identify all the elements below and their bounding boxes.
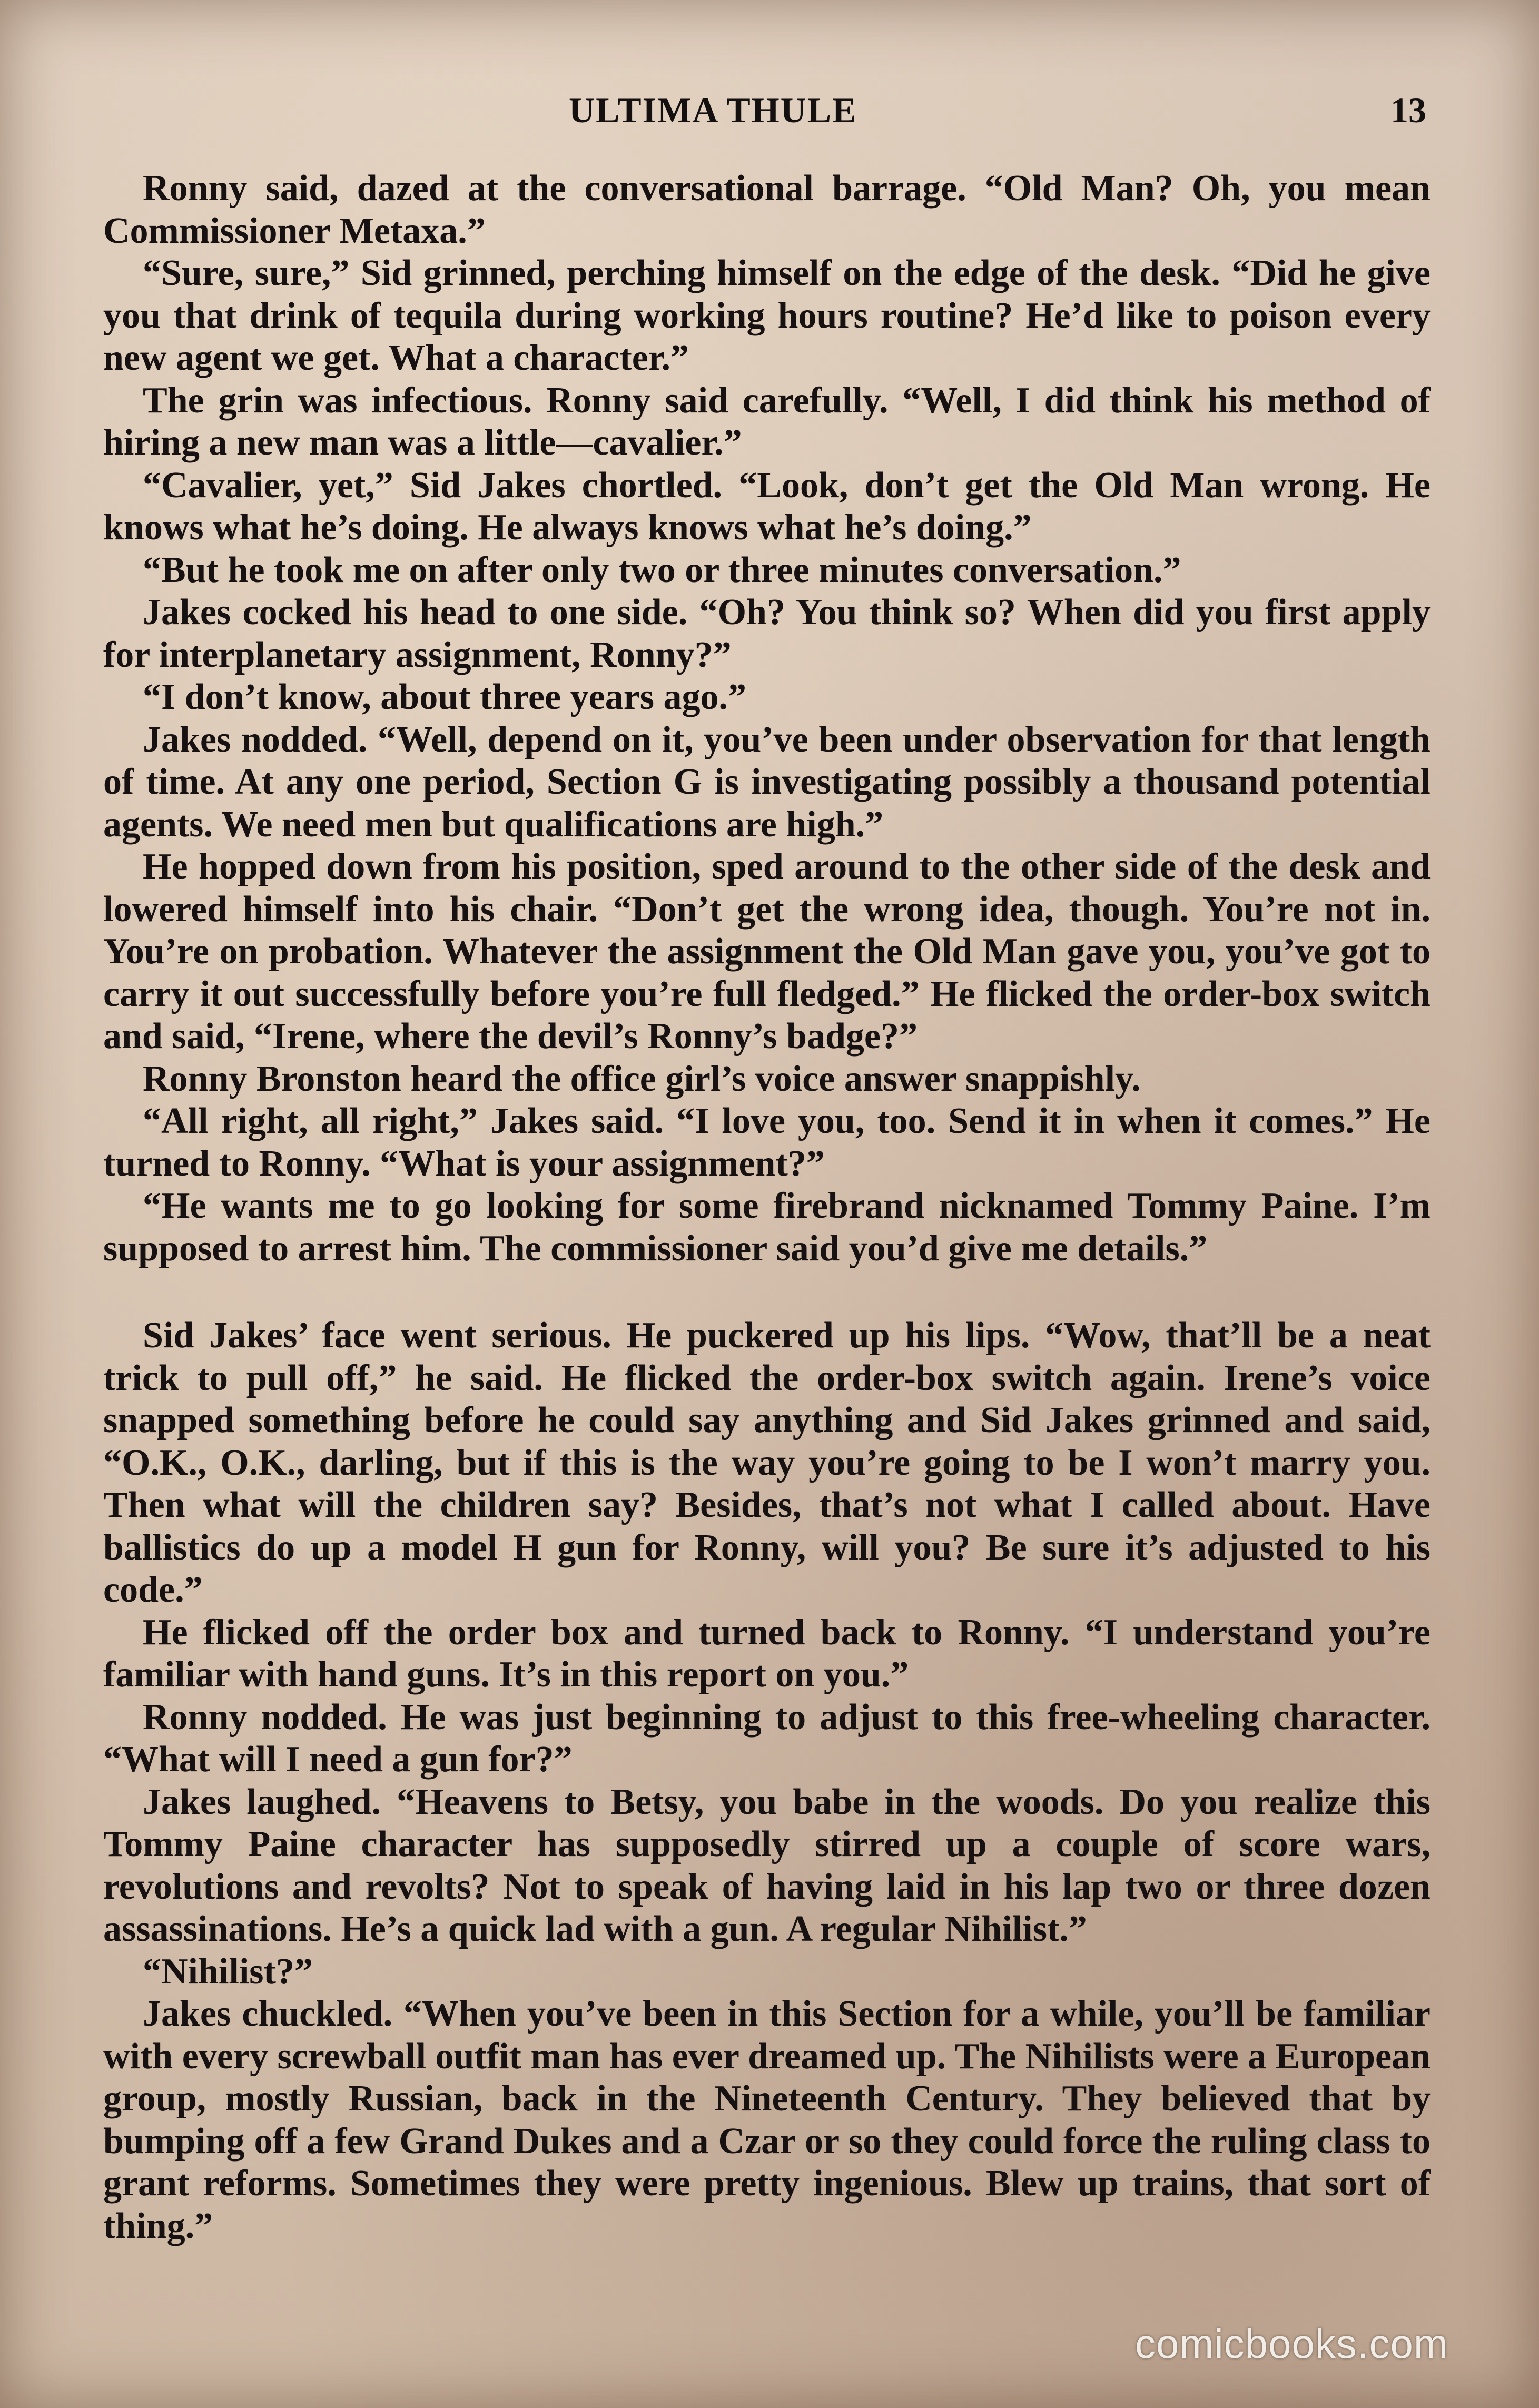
paragraph: He hopped down from his position, sped around to the other side of the desk and lowered himself into his chair. “Don’t get the wrong idea, though. You’re not in. You’re on probation. Whatever the assignment the Old Man gave you, you’ve got to carry it out successfully before you’re full fledged.” He flicked the order-box switch and said, “Irene, where the devil’s Ronny’s badge?” bbox=[103, 846, 1431, 1057]
paragraph: He flicked off the order box and turned back to Ronny. “I understand you’re familiar with hand guns. It’s in this report on you.” bbox=[103, 1612, 1431, 1695]
paragraph: “I don’t know, about three years ago.” bbox=[143, 677, 747, 717]
paragraph: Jakes cocked his head to one side. “Oh? You think so? When did you first apply for interplanetary assignment, Ronny?” bbox=[103, 592, 1431, 675]
paragraph: Jakes laughed. “Heavens to Betsy, you babe in the woods. Do you realize this Tommy Paine character has supposedly stirred up a couple of score wars, revolutions and revolts? Not to speak of having laid in his lap two or three dozen assassinations. He’s a quick lad with a gun. A regular Nihilist.” bbox=[103, 1781, 1431, 1949]
paragraph: “Sure, sure,” Sid grinned, perching himself on the edge of the desk. “Did he give you that drink of tequila during working hours routine? He’d like to poison every new agent we get. What a character.” bbox=[103, 253, 1431, 378]
body-text bbox=[103, 167, 1431, 2247]
paragraph: “But he took me on after only two or three minutes conversation.” bbox=[143, 549, 1181, 590]
paragraph: Ronny nodded. He was just beginning to adjust to this free-wheeling character. “What will I need a gun for?” bbox=[103, 1696, 1431, 1780]
paragraph: “He wants me to go looking for some firebrand nicknamed Tommy Paine. I’m supposed to arrest him. The commissioner said you’d give me details.” bbox=[103, 1186, 1431, 1269]
watermark: comicbooks.com bbox=[1135, 2321, 1448, 2367]
paragraph: Jakes nodded. “Well, depend on it, you’ve been under observation for that length of time. At any one period, Section G is investigating possibly a thousand potential agents. We need men but qualifications are high.” bbox=[103, 719, 1431, 845]
paragraph: Jakes chuckled. “When you’ve been in this Section for a while, you’ll be familiar with every screwball outfit man has ever dreamed up. The Nihilists were a European group, mostly Russian, back in the Nineteenth Century. They believed that by bumping off a few Grand Dukes and a Czar or so they could force the ruling class to grant reforms. Sometimes they were pretty ingenious. Blew up trains, that sort of thing.” bbox=[103, 1993, 1431, 2246]
paragraph: “Nihilist?” bbox=[143, 1951, 313, 1992]
paragraph: “All right, all right,” Jakes said. “I love you, too. Send it in when it comes.” He turned to Ronny. “What is your assignment?” bbox=[103, 1101, 1431, 1184]
running-title: ULTIMA THULE bbox=[569, 90, 857, 130]
paragraph: Ronny said, dazed at the conversational barrage. “Old Man? Oh, you mean Commissioner Metaxa.” bbox=[103, 168, 1431, 251]
paragraph: “Cavalier, yet,” Sid Jakes chortled. “Look, don’t get the Old Man wrong. He knows what he’s doing. He always knows what he’s doing.” bbox=[103, 465, 1431, 548]
paragraph: The grin was infectious. Ronny said carefully. “Well, I did think his method of hiring a new man was a little—cavalier.” bbox=[103, 380, 1431, 463]
paragraph: Sid Jakes’ face went serious. He puckered up his lips. “Wow, that’ll be a neat trick to pull off,” he said. He flicked the order-box switch again. Irene’s voice snapped something before he could say anything and Sid Jakes grinned and said, “O.K., O.K., darling, but if this is the way you’re going to be I won’t marry you. Then what will the children say? Besides, that’s not what I called about. Have ballistics do up a model H gun for Ronny, will you? Be sure it’s adjusted to his code.” bbox=[103, 1315, 1431, 1610]
paragraph: Ronny Bronston heard the office girl’s voice answer snappishly. bbox=[143, 1058, 1141, 1099]
page-number: 13 bbox=[1390, 90, 1426, 130]
